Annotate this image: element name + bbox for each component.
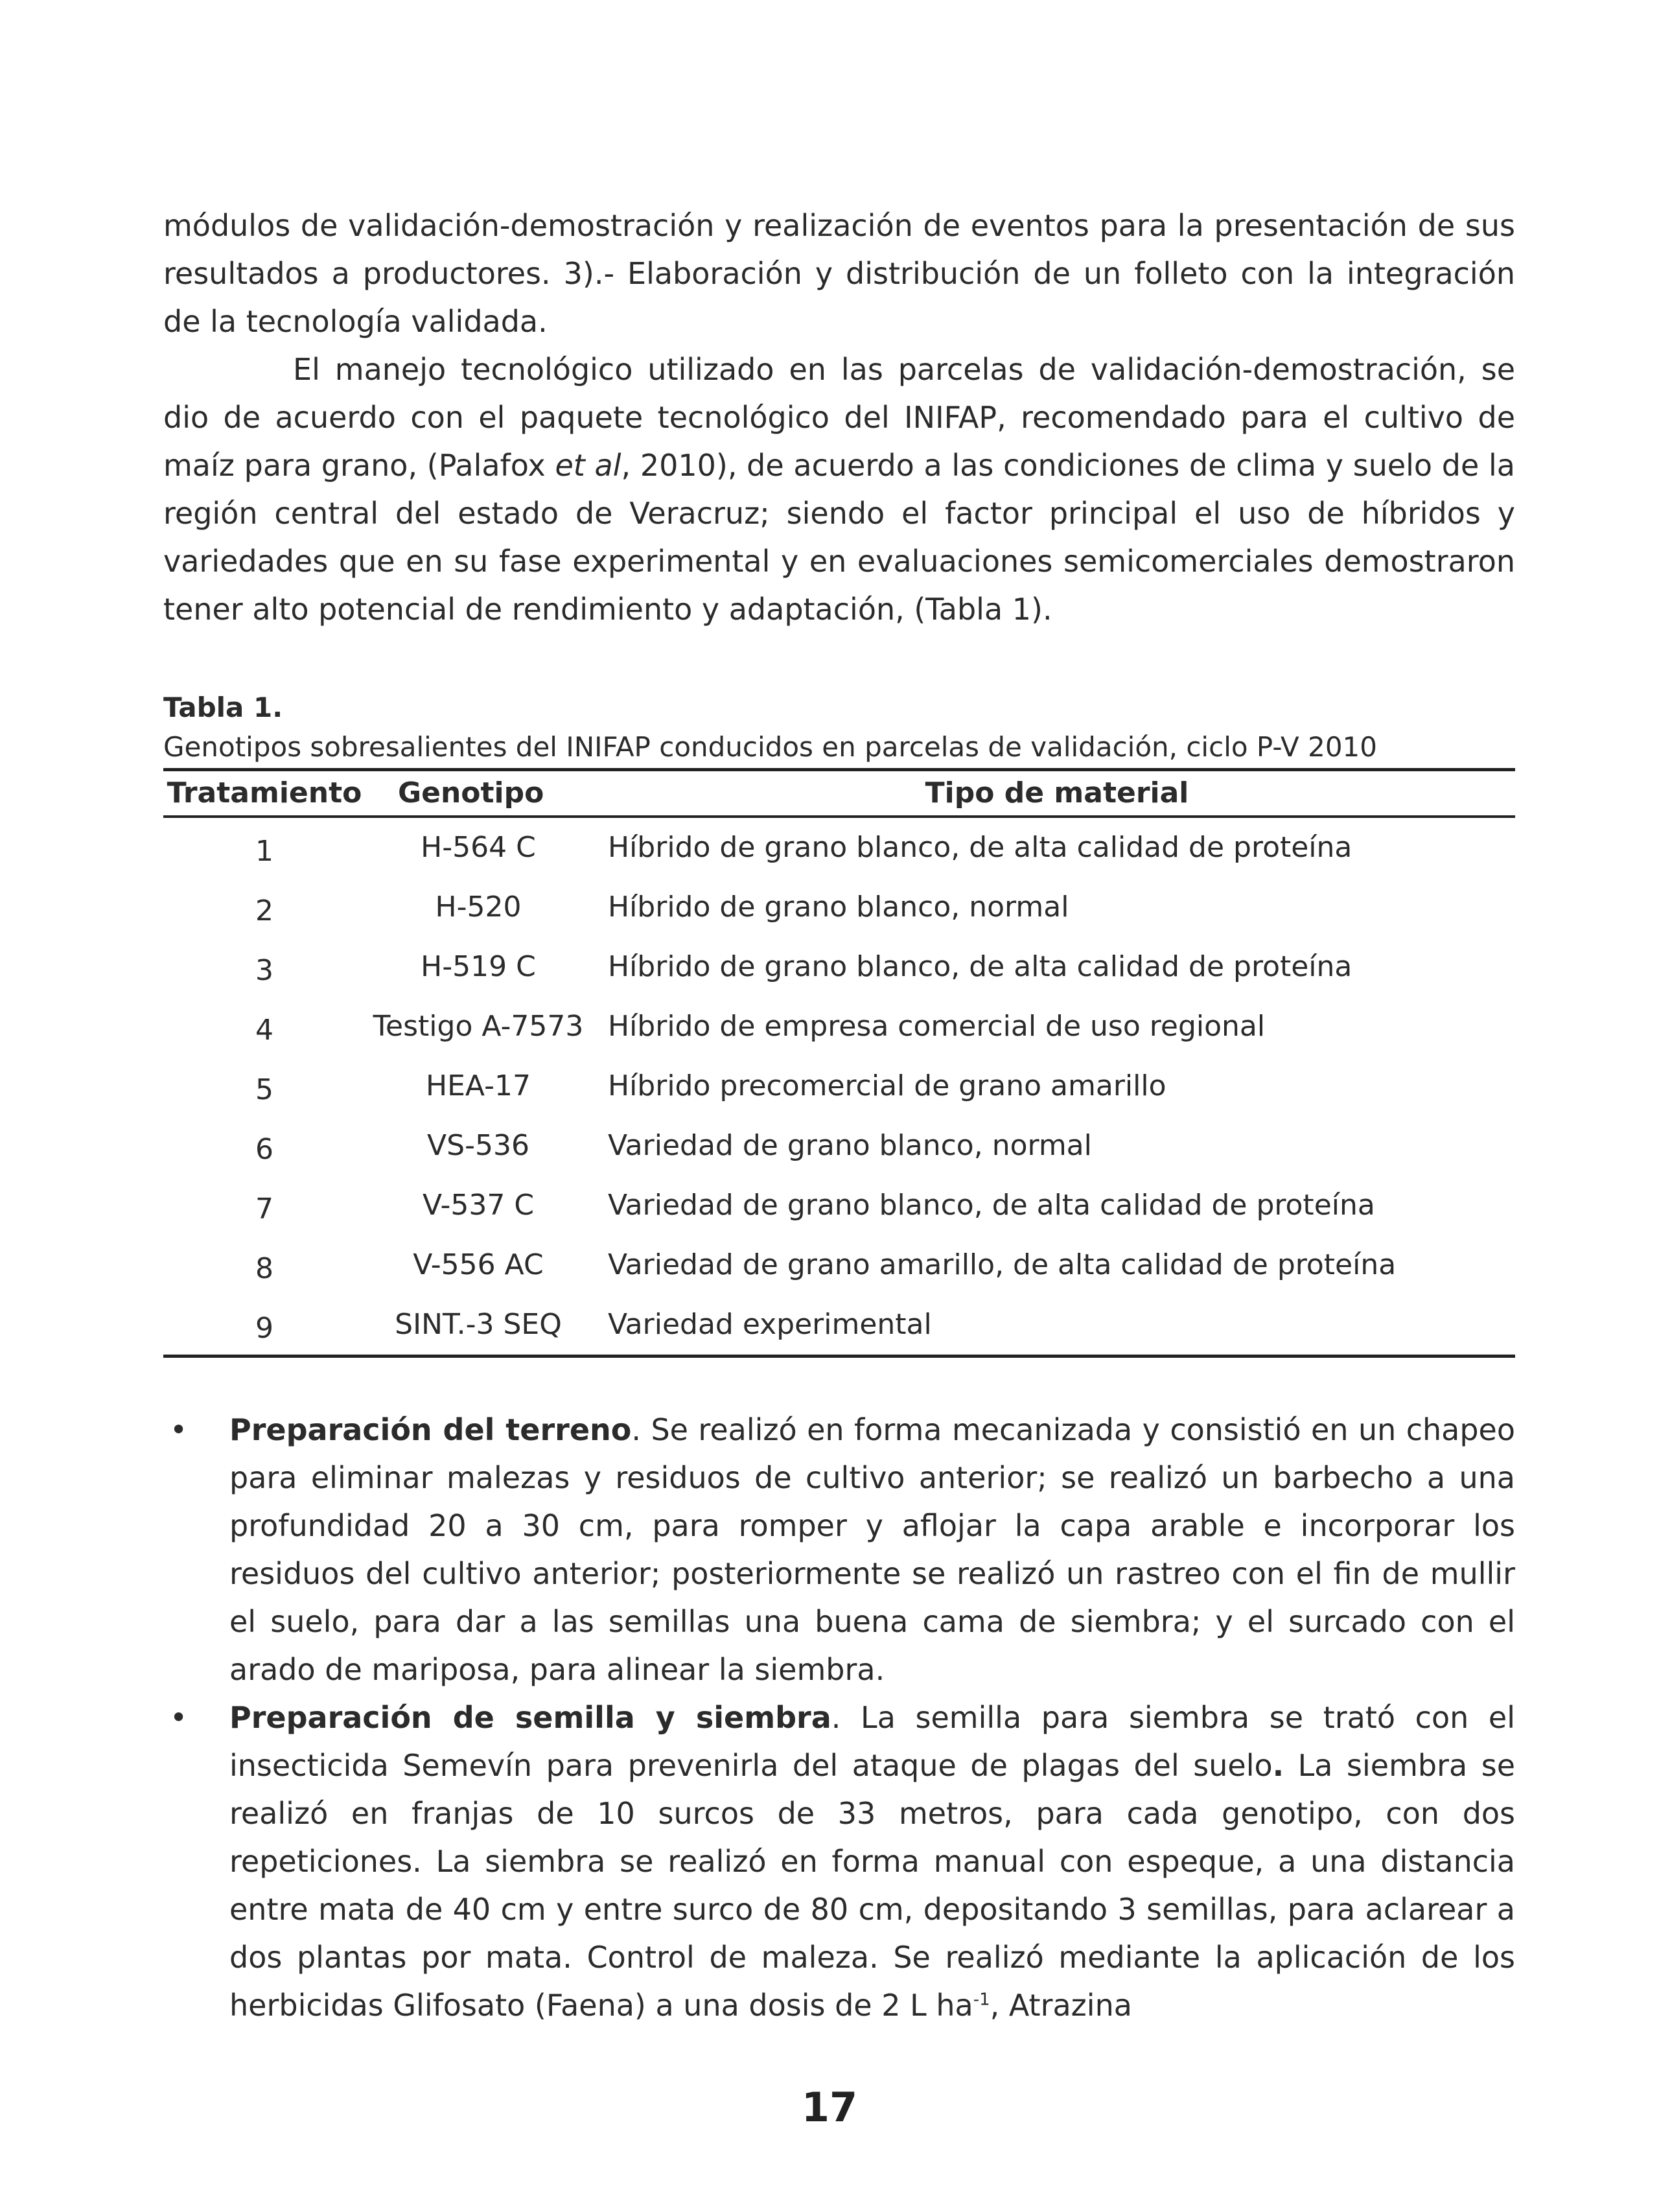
cell-genotipo: H-564 C [421,831,536,864]
paragraph-technology-text-b: , 2010), de acuerdo a las condiciones de clima y suelo de la región central del estado de Veracruz; siendo el factor principal el uso de híbridos y variedades que en su fase experimental y en evaluaciones semicomerciales demostraron tener alto potencial de rendimiento y adaptación, (Tabla 1). [163,448,1515,627]
cell-tipo-material: Variedad de grano blanco, de alta calidad de proteína [608,1189,1375,1222]
cell-tratamiento: 5 [255,1073,273,1106]
header-tipo-material: Tipo de material [599,770,1515,817]
bullet-text: . Se realizó en forma mecanizada y consistió en un chapeo para eliminar malezas y residuos de cultivo anterior; se realizó un barbecho a una profundidad 20 a 30 cm, para romper y aflojar la capa arable e incorporar los residuos del cultivo anterior; posteriormente se realizó un rastreo con el fin de mullir el suelo, para dar a las semillas una buena cama de siembra; y el surcado con el arado de mariposa, para alinear la siembra. [229,1412,1515,1687]
cell-tipo-material: Híbrido de empresa comercial de uso regional [608,1010,1266,1043]
paragraph-technology-text-a: El manejo tecnológico utilizado en las parcelas de validación-demostración, se dio de acuerdo con el paquete tecnológico del INIFAP, recomendado para el cultivo de maíz para grano, (Palafox [163,352,1515,483]
cell-tratamiento: 3 [255,954,273,987]
table-row [163,878,1515,937]
bullet-heading: Preparación de semilla y siembra [229,1700,831,1735]
cell-tratamiento: 9 [255,1312,273,1345]
cell-genotipo: V-556 AC [413,1248,544,1281]
bullet-icon: • [170,1412,188,1447]
bullet-text-b: La siembra se realizó en franjas de 10 surcos de 33 metros, para cada genotipo, con dos repeticiones. La siembra se realizó en forma manual con espeque, a una distancia entre mata de 40 cm y entre surco de 80 cm, depositando 3 semillas, para aclarear a dos plantas por mata. Control de maleza. Se realizó mediante la aplicación de los herbicidas Glifosato (Faena) a una dosis de 2 L ha [229,1748,1516,2023]
genotypes-table [163,768,1515,1358]
unit-superscript: -1 [973,1990,990,2010]
list-item-land-preparation [163,1406,1515,1694]
cell-tipo-material: Variedad experimental [608,1308,932,1341]
bullet-text-period: . [1272,1748,1284,1783]
table-title: Tabla 1. [163,692,283,723]
table-row [163,1176,1515,1235]
cell-tratamiento: 7 [255,1193,273,1226]
list-item-seed-sowing [163,1694,1515,2029]
table-caption: Genotipos sobresalientes del INIFAP conducidos en parcelas de validación, ciclo P-V 2010 [163,731,1377,763]
cell-genotipo: SINT.-3 SEQ [395,1308,562,1341]
table-header-row [163,770,1515,817]
cell-genotipo: H-520 [435,891,522,924]
paragraph-technology [163,345,1515,633]
bullet-heading: Preparación del terreno [229,1412,632,1447]
bullet-icon: • [170,1700,188,1735]
cell-tratamiento: 6 [255,1133,273,1166]
header-tratamiento: Tratamiento [163,770,365,817]
cell-genotipo: V-537 C [422,1189,535,1222]
bullet-text-a: . La semilla para siembra se trató con el insecticida Semevín para prevenirla del ataque de plagas del suelo [229,1700,1515,1783]
table-1-block [163,689,1515,1358]
table-row [163,1116,1515,1176]
paragraph-intro: módulos de validación-demostración y realización de eventos para la presentación de sus resultados a productores. 3).- Elaboración y distribución de un folleto con la integración de la tecnología validada. [163,208,1515,339]
procedure-bullet-list [163,1406,1515,2029]
page-body [163,0,1515,2029]
header-genotipo: Genotipo [365,770,599,817]
table-row [163,817,1515,878]
cell-tratamiento: 4 [255,1014,273,1047]
cell-genotipo: Testigo A-7573 [373,1010,584,1043]
cell-tipo-material: Híbrido de grano blanco, de alta calidad de proteína [608,950,1352,983]
cell-genotipo: H-519 C [421,950,536,983]
cell-genotipo: HEA-17 [426,1069,531,1102]
cell-tipo-material: Variedad de grano blanco, normal [608,1129,1092,1162]
cell-tipo-material: Híbrido de grano blanco, normal [608,891,1069,924]
cell-tratamiento: 8 [255,1252,273,1285]
table-row [163,1056,1515,1116]
page-number: 17 [801,2084,858,2131]
table-row [163,997,1515,1056]
cell-tipo-material: Híbrido de grano blanco, de alta calidad de proteína [608,831,1352,864]
cell-tratamiento: 2 [255,894,273,927]
table-row [163,1235,1515,1295]
table-row [163,937,1515,997]
table-row [163,1295,1515,1356]
cell-genotipo: VS-536 [427,1129,529,1162]
cell-tipo-material: Variedad de grano amarillo, de alta calidad de proteína [608,1248,1397,1281]
bullet-text-c: , Atrazina [990,1988,1132,2023]
cell-tratamiento: 1 [255,835,273,868]
citation-et-al: et al [555,448,621,483]
cell-tipo-material: Híbrido precomercial de grano amarillo [608,1069,1166,1102]
